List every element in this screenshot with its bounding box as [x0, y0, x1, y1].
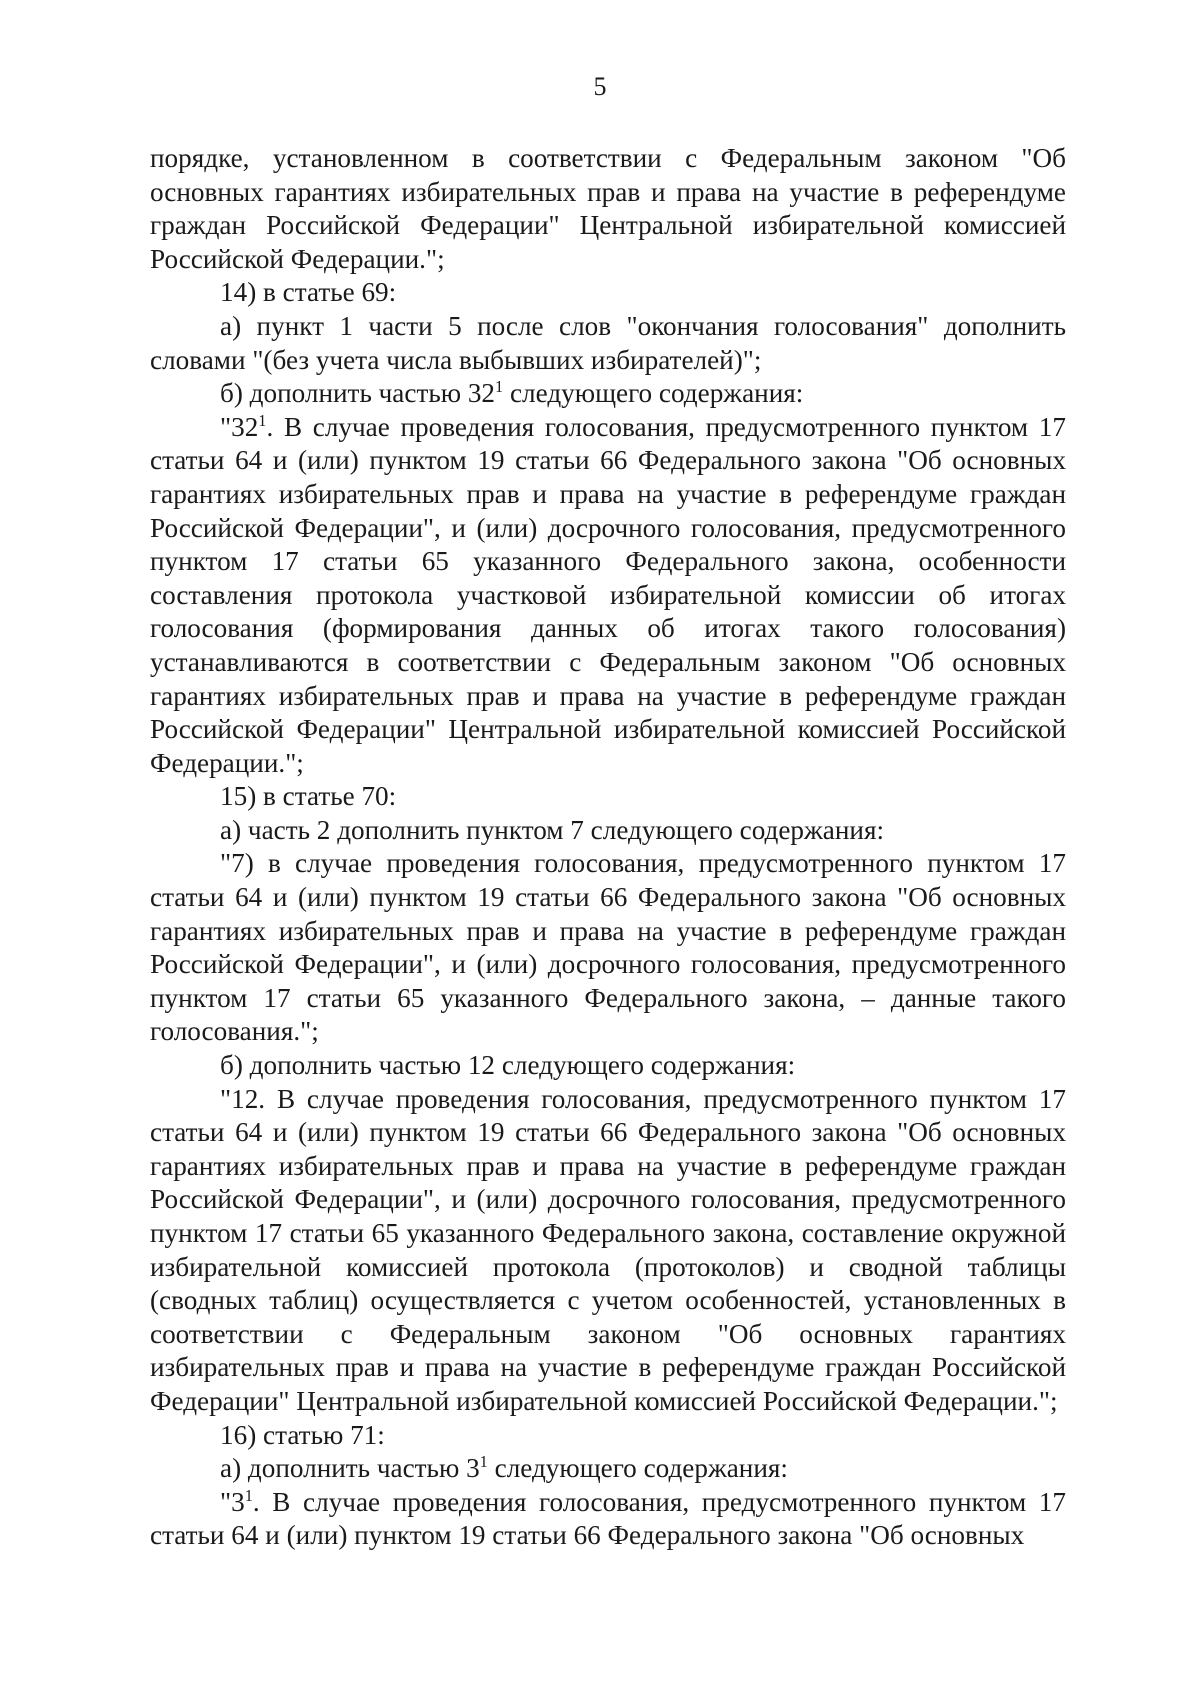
paragraph: [150, 1486, 1066, 1553]
paragraph: а) часть 2 дополнить пунктом 7 следующего содержания:: [220, 814, 885, 845]
superscript: 1: [479, 1452, 488, 1472]
paragraph: 14) в статье 69:: [220, 277, 397, 308]
paragraph: [150, 411, 1066, 781]
paragraph-text: следующего содержания:: [503, 378, 804, 409]
paragraph: "7) в случае проведения голосования, предусмотренного пунктом 17 статьи 64 и (или) пунктом 19 статьи 66 Федерального закона "Об основных гарантиях избирательных прав и права на участие в референдуме граждан Российской Федерации", и (или) досрочного голосования, предусмотренного пунктом 17 статьи 65 указанного Федерального закона, – данные такого голосования.";: [150, 848, 1066, 1047]
paragraph: 15) в статье 70:: [220, 781, 397, 812]
page-number: 5: [593, 72, 607, 101]
paragraph: а) пункт 1 части 5 после слов "окончания голосования" дополнить словами "(без учета числа выбывших избирателей)";: [150, 310, 1066, 375]
paragraph: 16) статью 71:: [220, 1419, 385, 1450]
paragraph-text: следующего содержания:: [487, 1453, 788, 1484]
paragraph-text: "3: [220, 1486, 245, 1517]
paragraph: б) дополнить частью 12 следующего содержания:: [220, 1050, 796, 1081]
paragraph-text: . В случае проведения голосования, предусмотренного пунктом 17 статьи 64 и (или) пунктом 19 статьи 66 Федерального закона "Об основных: [150, 1486, 1066, 1551]
paragraph-text: "32: [220, 411, 259, 442]
paragraph: порядке, установленном в соответствии с Федеральным законом "Об основных гарантиях избирательных прав и права на участие в референдуме граждан Российской Федерации" Центральной избирательной комиссией Российской Федерации.";: [150, 143, 1066, 274]
superscript: 1: [495, 377, 504, 397]
paragraph: [150, 1452, 1066, 1486]
superscript: 1: [244, 1485, 253, 1505]
paragraph-text: а) дополнить частью 3: [220, 1453, 480, 1484]
document-body: [150, 142, 1066, 1553]
paragraph-text: б) дополнить частью 32: [220, 378, 496, 409]
paragraph: [150, 377, 1066, 411]
paragraph-text: . В случае проведения голосования, предусмотренного пунктом 17 статьи 64 и (или) пунктом 19 статьи 66 Федерального закона "Об основных гарантиях избирательных прав и права на участие в референдуме граждан Российской Федерации", и (или) досрочного голосования, предусмотренного пунктом 17 статьи 65 указанного Федерального закона, особенности составления протокола участковой избирательной комиссии об итогах голосования (формирования данных об итогах такого голосования) устанавливаются в соответствии с Федеральным законом "Об основных гарантиях избирательных прав и права на участие в референдуме граждан Российской Федерации" Центральной избирательной комиссией Российской Федерации.";: [150, 411, 1066, 778]
paragraph: "12. В случае проведения голосования, предусмотренного пунктом 17 статьи 64 и (или) пунктом 19 статьи 66 Федерального закона "Об основных гарантиях избирательных прав и права на участие в референдуме граждан Российской Федерации", и (или) досрочного голосования, предусмотренного пунктом 17 статьи 65 указанного Федерального закона, составление окружной избирательной комиссией протокола (протоколов) и сводной таблицы (сводных таблиц) осуществляется с учетом особенностей, установленных в соответствии с Федеральным законом "Об основных гарантиях избирательных прав и права на участие в референдуме граждан Российской Федерации" Центральной избирательной комиссией Российской Федерации.";: [150, 1083, 1066, 1416]
superscript: 1: [258, 410, 267, 430]
